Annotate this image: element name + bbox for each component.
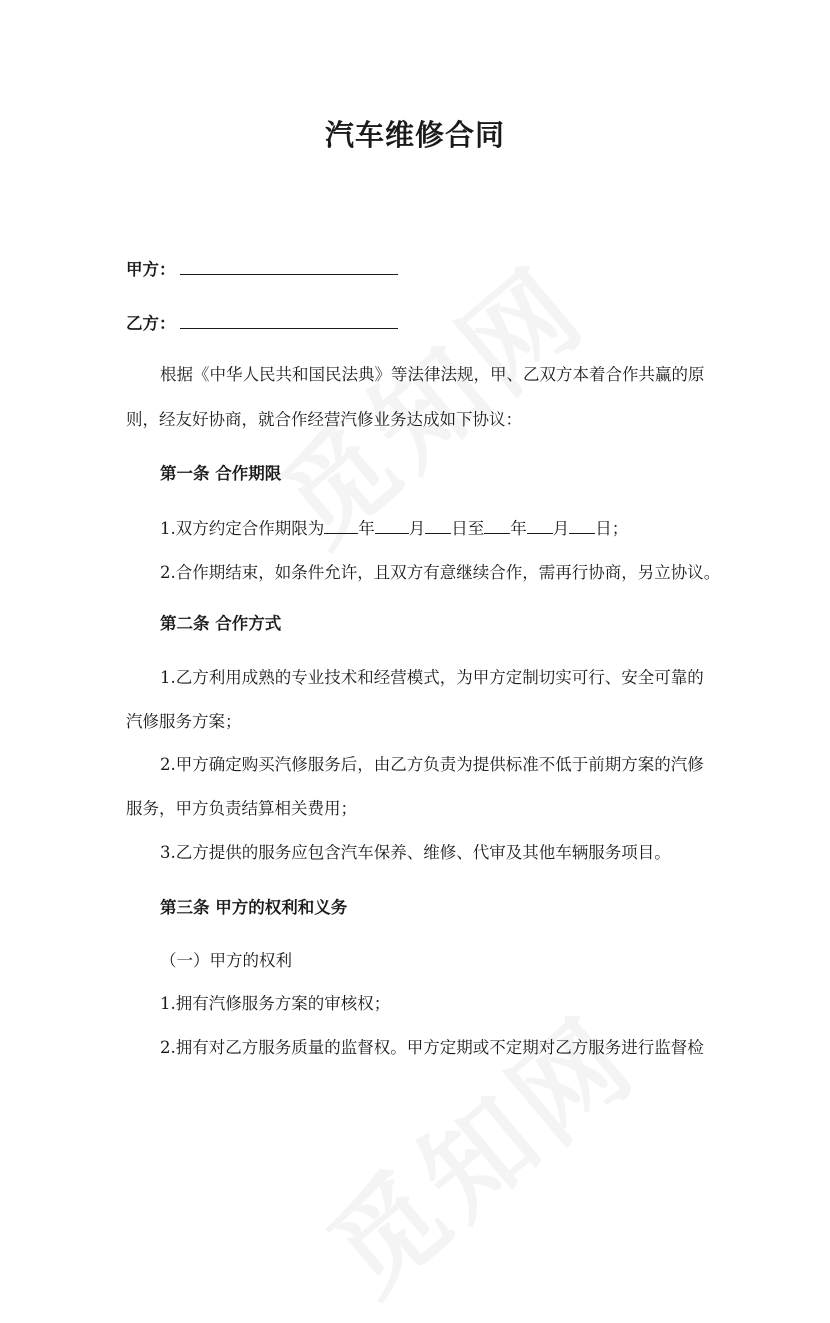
document-title: 汽车维修合同 [324,118,505,152]
party-b-blank [180,310,398,329]
article-2-item-1-line-2: 汽修服务方案； [126,712,242,731]
blank [425,515,451,534]
party-b-line [126,310,716,336]
watermark [291,975,664,1323]
party-a-line [126,256,716,282]
party-a-blank [180,256,398,275]
article-3-heading: 第三条 甲方的权利和义务 [160,898,348,917]
article-3-item-1: 1.拥有汽修服务方案的审核权； [160,994,391,1013]
article-1-item-1: 1.双方约定合作期限为 年 月 日至 年 月 日； [160,515,750,541]
article-2-item-2-line-2: 服务，甲方负责结算相关费用； [126,799,357,818]
blank [324,515,358,534]
intro-line-1: 根据《中华人民共和国民法典》等法律法规，甲、乙双方本着合作共赢的原 [160,365,705,384]
intro-line-2: 则，经友好协商，就合作经营汽修业务达成如下协议： [126,410,522,429]
article-3-subheading-1: （一）甲方的权利 [160,951,292,970]
blank [527,515,553,534]
article-2-item-1-line-1: 1.乙方利用成熟的专业技术和经营模式，为甲方定制切实可行、安全可靠的 [160,668,704,687]
article-2-item-2-line-1: 2.甲方确定购买汽修服务后，由乙方负责为提供标准不低于前期方案的汽修 [160,755,704,774]
article-2-heading: 第二条 合作方式 [160,614,282,633]
party-b-label: 乙方： [126,314,176,333]
party-a-label: 甲方： [126,260,176,279]
article-1-heading: 第一条 合作期限 [160,464,282,483]
article-1-item-2: 2.合作期结束，如条件允许，且双方有意继续合作，需再行协商，另立协议。 [160,563,721,582]
blank [484,515,510,534]
blank [375,515,409,534]
blank [569,515,595,534]
article-3-item-2: 2.拥有对乙方服务质量的监督权。甲方定期或不定期对乙方服务进行监督检 [160,1038,704,1057]
article-2-item-3: 3.乙方提供的服务应包含汽车保养、维修、代审及其他车辆服务项目。 [160,843,671,862]
